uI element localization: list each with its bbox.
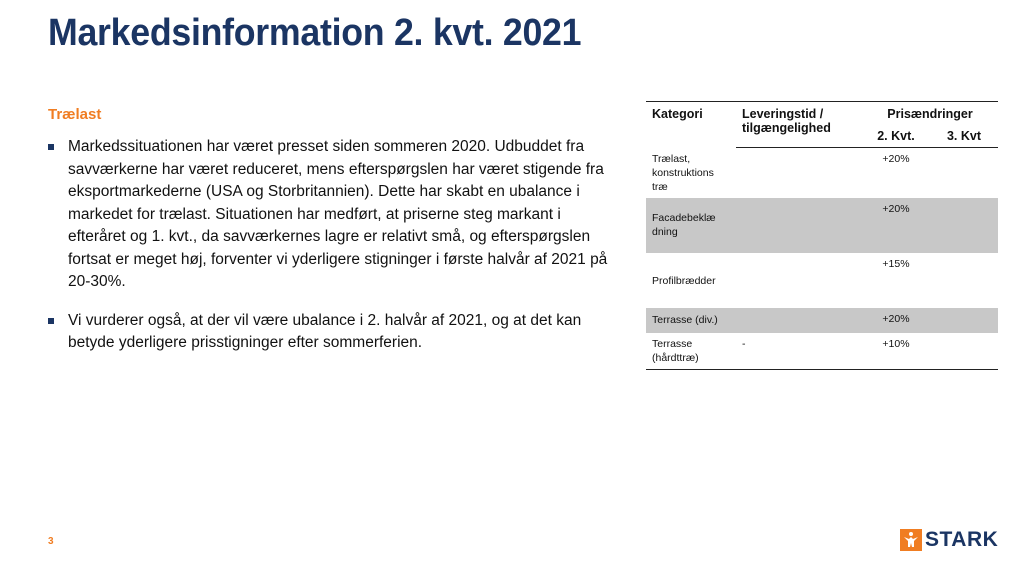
price-table-container [646, 101, 998, 370]
header-lead-time: Leveringstid / tilgængelighed [736, 102, 862, 148]
table-header-row [646, 102, 998, 122]
cell-category: Trælast, konstruktions træ [652, 152, 714, 193]
cell-category: Facadebeklæ dning [646, 198, 736, 253]
table-row [646, 198, 998, 253]
cell-q2: +10% [862, 333, 930, 370]
cell-lead-time [736, 308, 862, 333]
header-q3: 3. Kvt [930, 121, 998, 148]
logo-text: STARK [925, 528, 999, 551]
cell-q2: +20% [862, 308, 930, 333]
table-row [646, 308, 998, 333]
cell-q3 [930, 333, 998, 370]
cell-lead-time: - [736, 333, 862, 370]
cell-lead-time [736, 148, 862, 198]
table-row [646, 148, 998, 198]
cell-q2: +20% [862, 198, 930, 253]
bullet-item [48, 310, 608, 355]
header-category: Kategori [646, 102, 736, 148]
price-table [646, 101, 998, 370]
square-bullet-icon [48, 144, 54, 150]
stark-figure-icon [900, 529, 922, 551]
cell-lead-time [736, 253, 862, 308]
bullet-item [48, 136, 608, 294]
table-row [646, 333, 998, 370]
page-number: 3 [48, 536, 54, 547]
cell-q3 [930, 198, 998, 253]
table-row [646, 253, 998, 308]
cell-lead-time [736, 198, 862, 253]
stark-logo [900, 528, 998, 552]
cell-category: Terrasse (div.) [646, 308, 736, 333]
section-heading: Trælast [48, 106, 102, 123]
header-price-changes: Prisændringer [862, 102, 998, 122]
cell-category: Profilbrædder [652, 274, 716, 287]
bullet-text: Vi vurderer også, at der vil være ubalance i 2. halvår af 2021, og at det kan betyde yderligere prisstigninger efter sommerferien. [68, 311, 582, 351]
cell-q2: +20% [882, 153, 910, 165]
page-title: Markedsinformation 2. kvt. 2021 [48, 12, 582, 54]
cell-q3 [930, 148, 998, 198]
bullet-text: Markedssituationen har været presset siden sommeren 2020. Udbuddet fra savværkerne har været reduceret, mens efterspørgslen har været stigende fra eksportmarkederne (USA og Storbritannien). Dette har skabt en ubalance i markedet for trælast. Situationen har medført, at priserne steg markant i efteråret og 1. kvt., da savværkernes lagre er relativt små, og efterspørgslen fortsat er meget høj, forventer vi yderligere stigninger i første halvår af 2021 på 20-30%. [68, 138, 608, 290]
cell-q3 [930, 308, 998, 333]
square-bullet-icon [48, 318, 54, 324]
bullet-list [48, 136, 608, 371]
header-q2: 2. Kvt. [862, 121, 930, 148]
cell-category: Terrasse (hårdttræ) [646, 333, 736, 370]
cell-q2: +15% [882, 257, 910, 270]
cell-q3 [930, 253, 998, 308]
